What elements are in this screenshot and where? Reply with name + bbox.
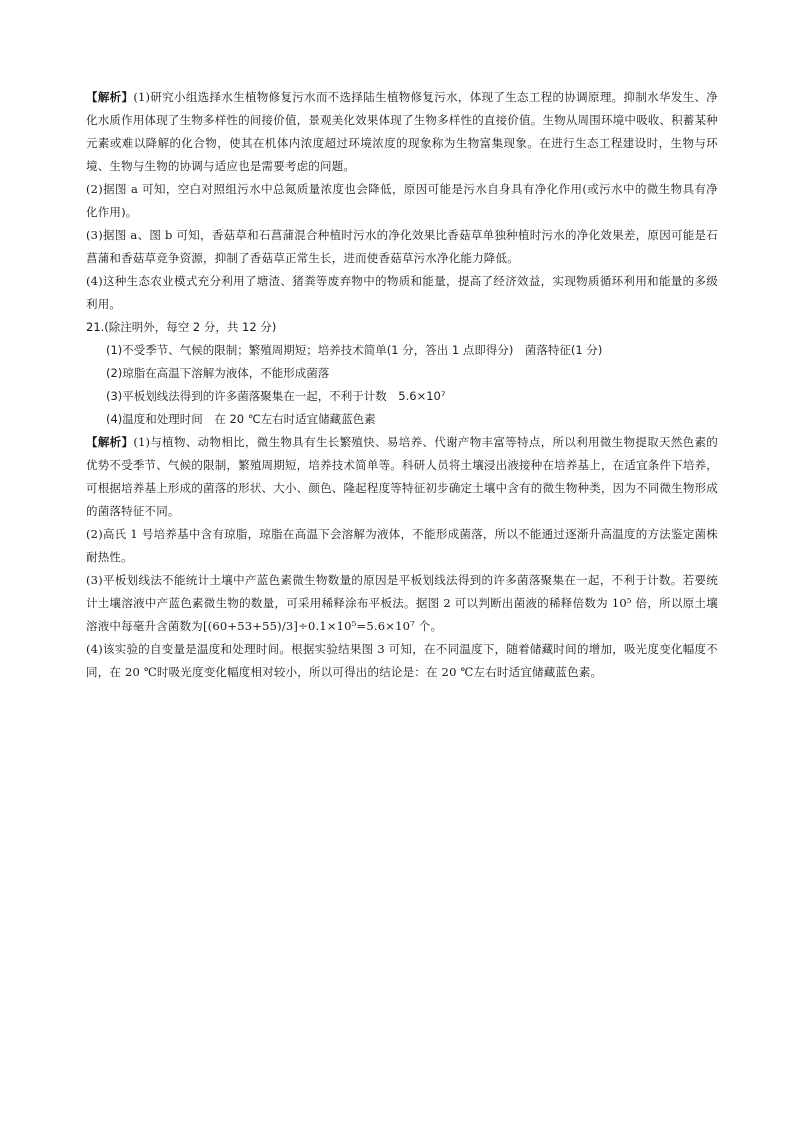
question-21-answer-3: (3)平板划线法得到的许多菌落聚集在一起，不利于计数 5.6×10⁷ [106,389,446,403]
analysis-21-paragraph-3: (3)平板划线法不能统计土壤中产蓝色素微生物数量的原因是平板划线法得到的许多菌落聚集在一起，不利于计数。若要统计土壤溶液中产蓝色素微生物的数量，可采用稀释涂布平板法。据图 2 可以判断出菌液的稀释倍数为 10⁵ 倍，所以原土壤溶液中每毫升含菌数为[(60+53+55)/3]÷0.1×10⁵=5.6×10⁷ 个。 [86,573,718,633]
analysis-20-text-1: (1)研究小组选择水生植物修复污水而不选择陆生植物修复污水，体现了生态工程的协调原理。抑制水华发生、净化水质作用体现了生物多样性的间接价值，景观美化效果体现了生物多样性的直接价值。生物从周围环境中吸收、积蓄某种元素或难以降解的化合物，使其在机体内浓度超过环境浓度的现象称为生物富集现象。在进行生态工程建设时，生物与环境、生物与生物的协调与适应也是需要考虑的问题。 [86,90,718,173]
analysis-20-paragraph-4: (4)这种生态农业模式充分利用了塘渣、猪粪等废弃物中的物质和能量，提高了经济效益，实现物质循环利用和能量的多级利用。 [86,274,718,311]
analysis-20-paragraph-3: (3)据图 a、图 b 可知，香菇草和石菖蒲混合种植时污水的净化效果比香菇草单独种植时污水的净化效果差，原因可能是石菖蒲和香菇草竞争资源，抑制了香菇草正常生长，进而使香菇草污水净化能力降低。 [86,228,718,265]
question-21-answer-2: (2)琼脂在高温下溶解为液体，不能形成菌落 [106,366,330,380]
analysis-21-text-1: (1)与植物、动物相比，微生物具有生长繁殖快、易培养、代谢产物丰富等特点，所以利用微生物提取天然色素的优势不受季节、气候的限制，繁殖周期短，培养技术简单等。科研人员将土壤浸出液接种在培养基上，在适宜条件下培养，可根据培养基上形成的菌落的形状、大小、颜色、隆起程度等特征初步确定土壤中含有的微生物种类，因为不同微生物形成的菌落特征不同。 [86,435,718,518]
analysis-21-paragraph-4: (4)该实验的自变量是温度和处理时间。根据实验结果图 3 可知，在不同温度下，随着储藏时间的增加，吸光度变化幅度不同，在 20 ℃时吸光度变化幅度相对较小，所以可得出的结论是：在 20 ℃左右时适宜储藏蓝色素。 [86,642,718,679]
analysis-20-paragraph-2: (2)据图 a 可知，空白对照组污水中总氮质量浓度也会降低，原因可能是污水自身具有净化作用(或污水中的微生物具有净化作用)。 [86,182,718,219]
analysis-21-paragraph-2: (2)高氏 1 号培养基中含有琼脂，琼脂在高温下会溶解为液体，不能形成菌落，所以不能通过逐渐升高温度的方法鉴定菌株耐热性。 [86,527,718,564]
analysis-21-paragraph-1 [86,431,718,523]
answer-content [86,86,718,684]
question-21-header: 21.(除注明外，每空 2 分，共 12 分) [86,320,277,334]
question-21-answer-1: (1)不受季节、气候的限制；繁殖周期短；培养技术简单(1 分，答出 1 点即得分) 菌落特征(1 分) [106,343,603,357]
analysis-tag: 【解析】 [86,435,134,449]
analysis-tag: 【解析】 [86,90,134,104]
analysis-20-paragraph-1 [86,86,718,178]
question-21-answer-4: (4)温度和处理时间 在 20 ℃左右时适宜储藏蓝色素 [106,412,376,426]
